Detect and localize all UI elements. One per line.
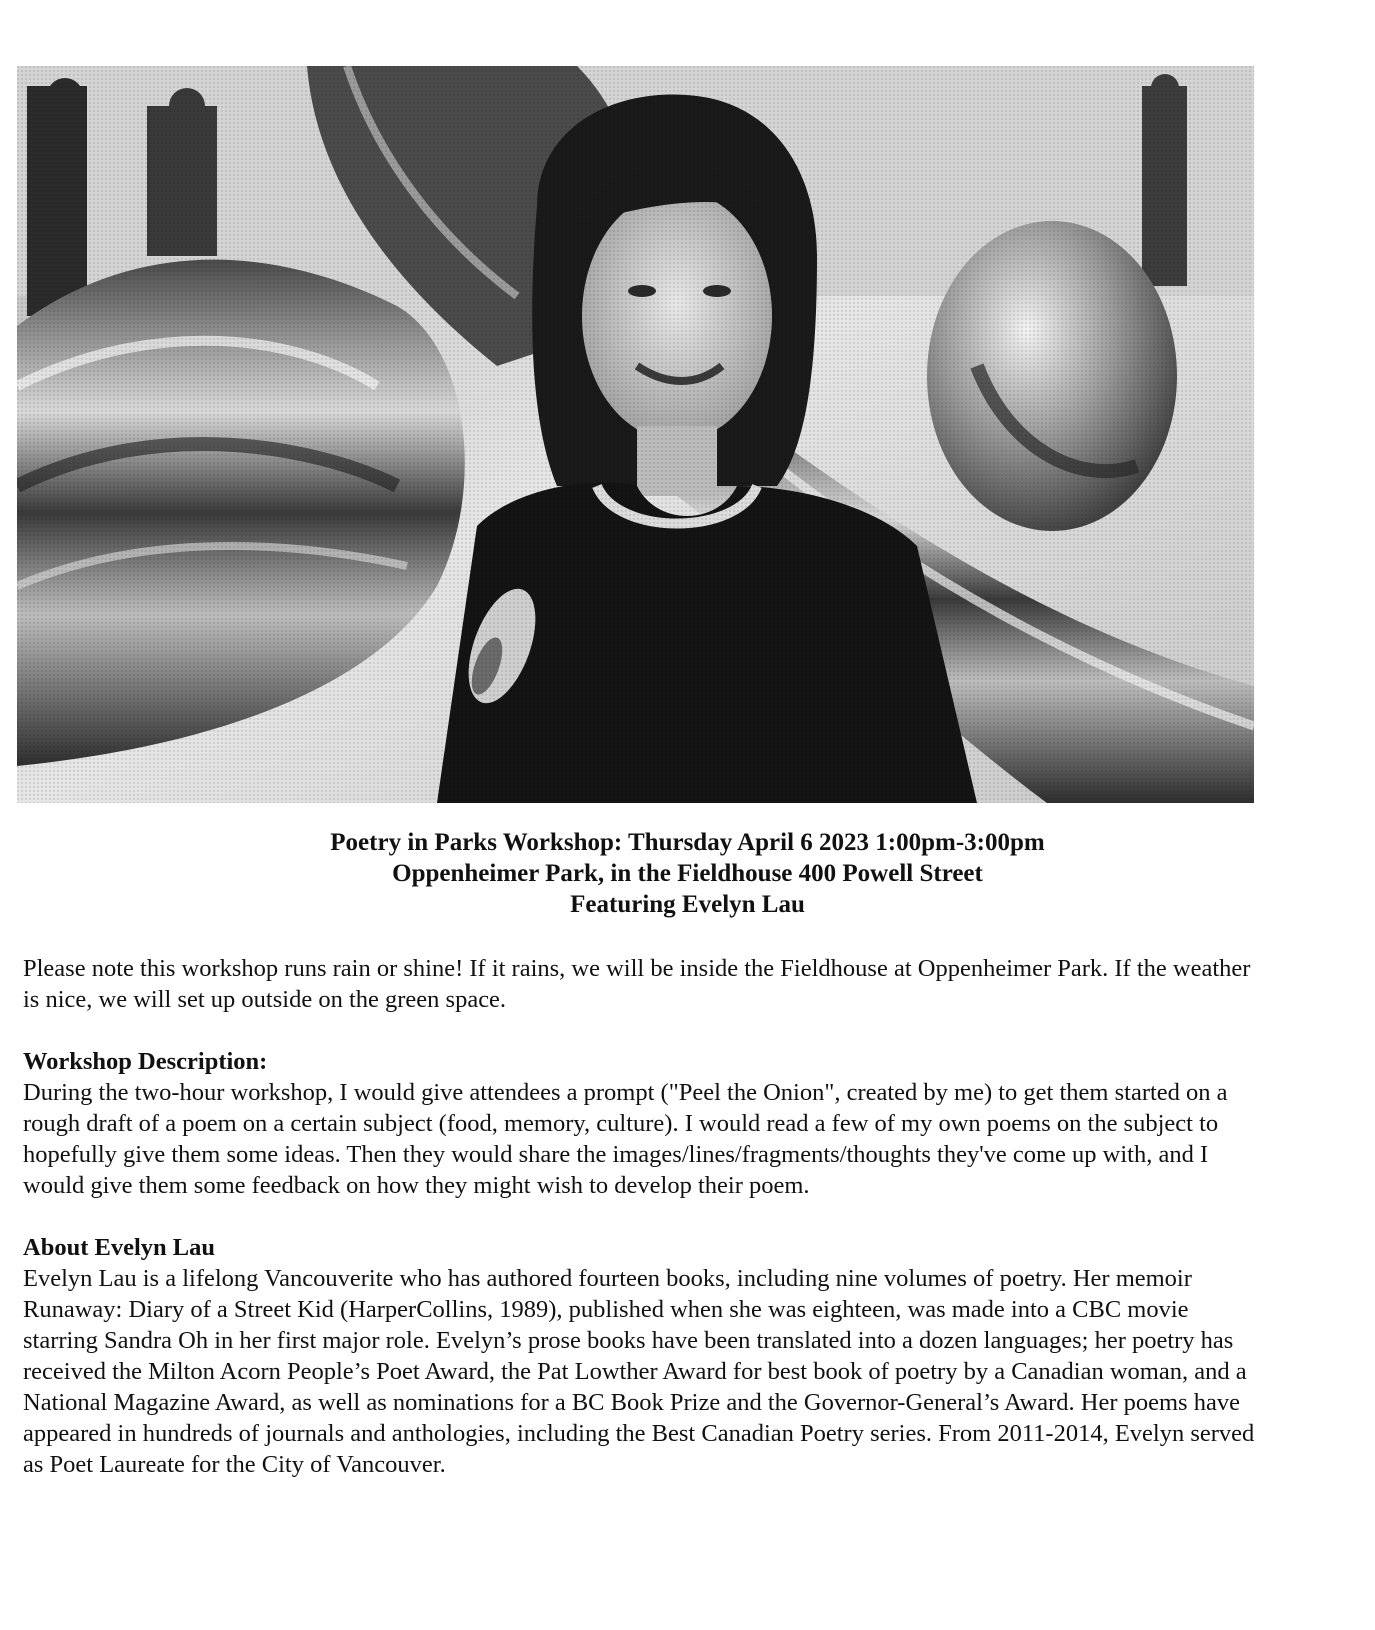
event-header xyxy=(0,827,1375,920)
workshop-description: During the two-hour workshop, I would give attendees a prompt ("Peel the Onion", created by me) to get them started on a rough draft of a poem on a certain subject (food, memory, culture). I would read a few of my own poems on the subject to hopefully give them some ideas. Then they would share the images/lines/fragments/thoughts they've come up with, and I would give them some feedback on how they might wish to develop their poem. xyxy=(23,1079,1228,1199)
event-title: Poetry in Parks Workshop: Thursday April 6 2023 1:00pm-3:00pm xyxy=(330,829,1045,856)
portrait-photo-icon xyxy=(17,66,1254,803)
portrait-photo xyxy=(17,66,1254,803)
document-body xyxy=(23,953,1263,1480)
about-heading: About Evelyn Lau xyxy=(23,1234,215,1261)
event-featuring: Featuring Evelyn Lau xyxy=(570,891,805,918)
workshop-heading: Workshop Description: xyxy=(23,1048,268,1075)
about-text: Evelyn Lau is a lifelong Vancouverite who has authored fourteen books, including nine volumes of poetry. Her memoir Runaway: Diary of a Street Kid (HarperCollins, 1989), published when she was eighteen, was made into a CBC movie starring Sandra Oh in her first major role. Evelyn’s prose books have been translated into a dozen languages; her poetry has received the Milton Acorn People’s Poet Award, the Pat Lowther Award for best book of poetry by a Canadian woman, and a National Magazine Award, as well as nominations for a BC Book Prize and the Governor-General’s Award. Her poems have appeared in hundreds of journals and anthologies, including the Best Canadian Poetry series. From 2011-2014, Evelyn served as Poet Laureate for the City of Vancouver. xyxy=(23,1265,1255,1478)
weather-notice: Please note this workshop runs rain or shine! If it rains, we will be inside the Fieldhouse at Oppenheimer Park. If the weather is nice, we will set up outside on the green space. xyxy=(23,955,1251,1013)
event-location: Oppenheimer Park, in the Fieldhouse 400 Powell Street xyxy=(392,860,983,887)
